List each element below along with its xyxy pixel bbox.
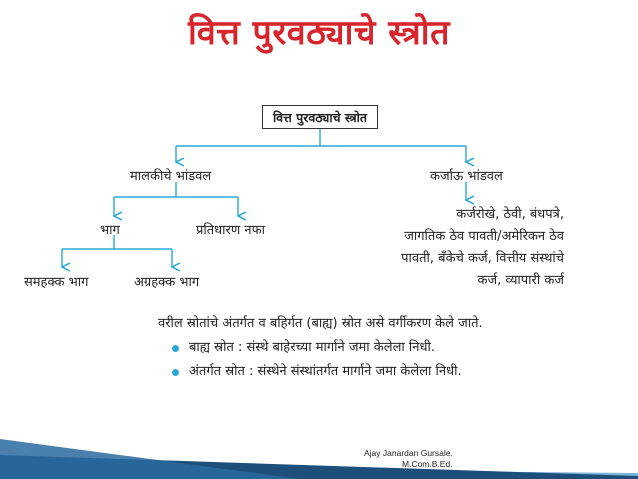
slide-title: वित्त पुरवठ्याचे स्त्रोत <box>188 13 450 53</box>
root-node: वित्त पुरवठ्याचे स्त्रोत <box>262 105 378 129</box>
note-bullet-text: बाह्य स्रोत : संस्थे बाहेरच्या मार्गाने जमा केलेला निधी. <box>189 340 435 355</box>
debt-line: कर्जरोखे, ठेवी, बंधपत्रे, <box>456 207 564 222</box>
debt-sources-block <box>392 204 564 292</box>
note-bullet-row <box>158 336 578 360</box>
equity-shares-node: समहक्क भाग <box>24 275 89 290</box>
bullet-dot-icon <box>172 345 179 352</box>
bullet-dot-icon <box>172 369 179 376</box>
debt-line: पावती, बँकेचे कर्ज, वित्तीय संस्थांचे <box>401 251 564 266</box>
debt-line: जागतिक ठेव पावती/अमेरिकन ठेव <box>404 229 564 244</box>
notes-intro: वरील स्रोतांचे अंतर्गत व बहिर्गत (बाह्य) स्रोत असे वर्गीकरण केले जाते. <box>158 316 483 331</box>
debt-line: कर्ज, व्यापारी कर्ज <box>477 273 564 288</box>
footer-stripe-decoration <box>0 409 638 479</box>
notes-section <box>158 312 578 384</box>
owner-capital-node: मालकीचे भांडवल <box>130 169 212 184</box>
note-bullet-row <box>158 360 578 384</box>
credit-degree: M.Com.B.Ed. <box>402 459 453 469</box>
debt-capital-node: कर्जाऊ भांडवल <box>430 169 503 184</box>
shares-node: भाग <box>100 223 120 238</box>
preference-shares-node: अग्रहक्क भाग <box>134 275 200 290</box>
retained-profit-node: प्रतिधारण नफा <box>196 223 265 238</box>
credit-name: Ajay Janardan Gursale. <box>364 448 453 458</box>
note-bullet-text: अंतर्गत स्रोत : संस्थेने संस्थांतर्गत मार्गाने जमा केलेला निधी. <box>189 364 462 379</box>
author-credit <box>364 448 453 470</box>
